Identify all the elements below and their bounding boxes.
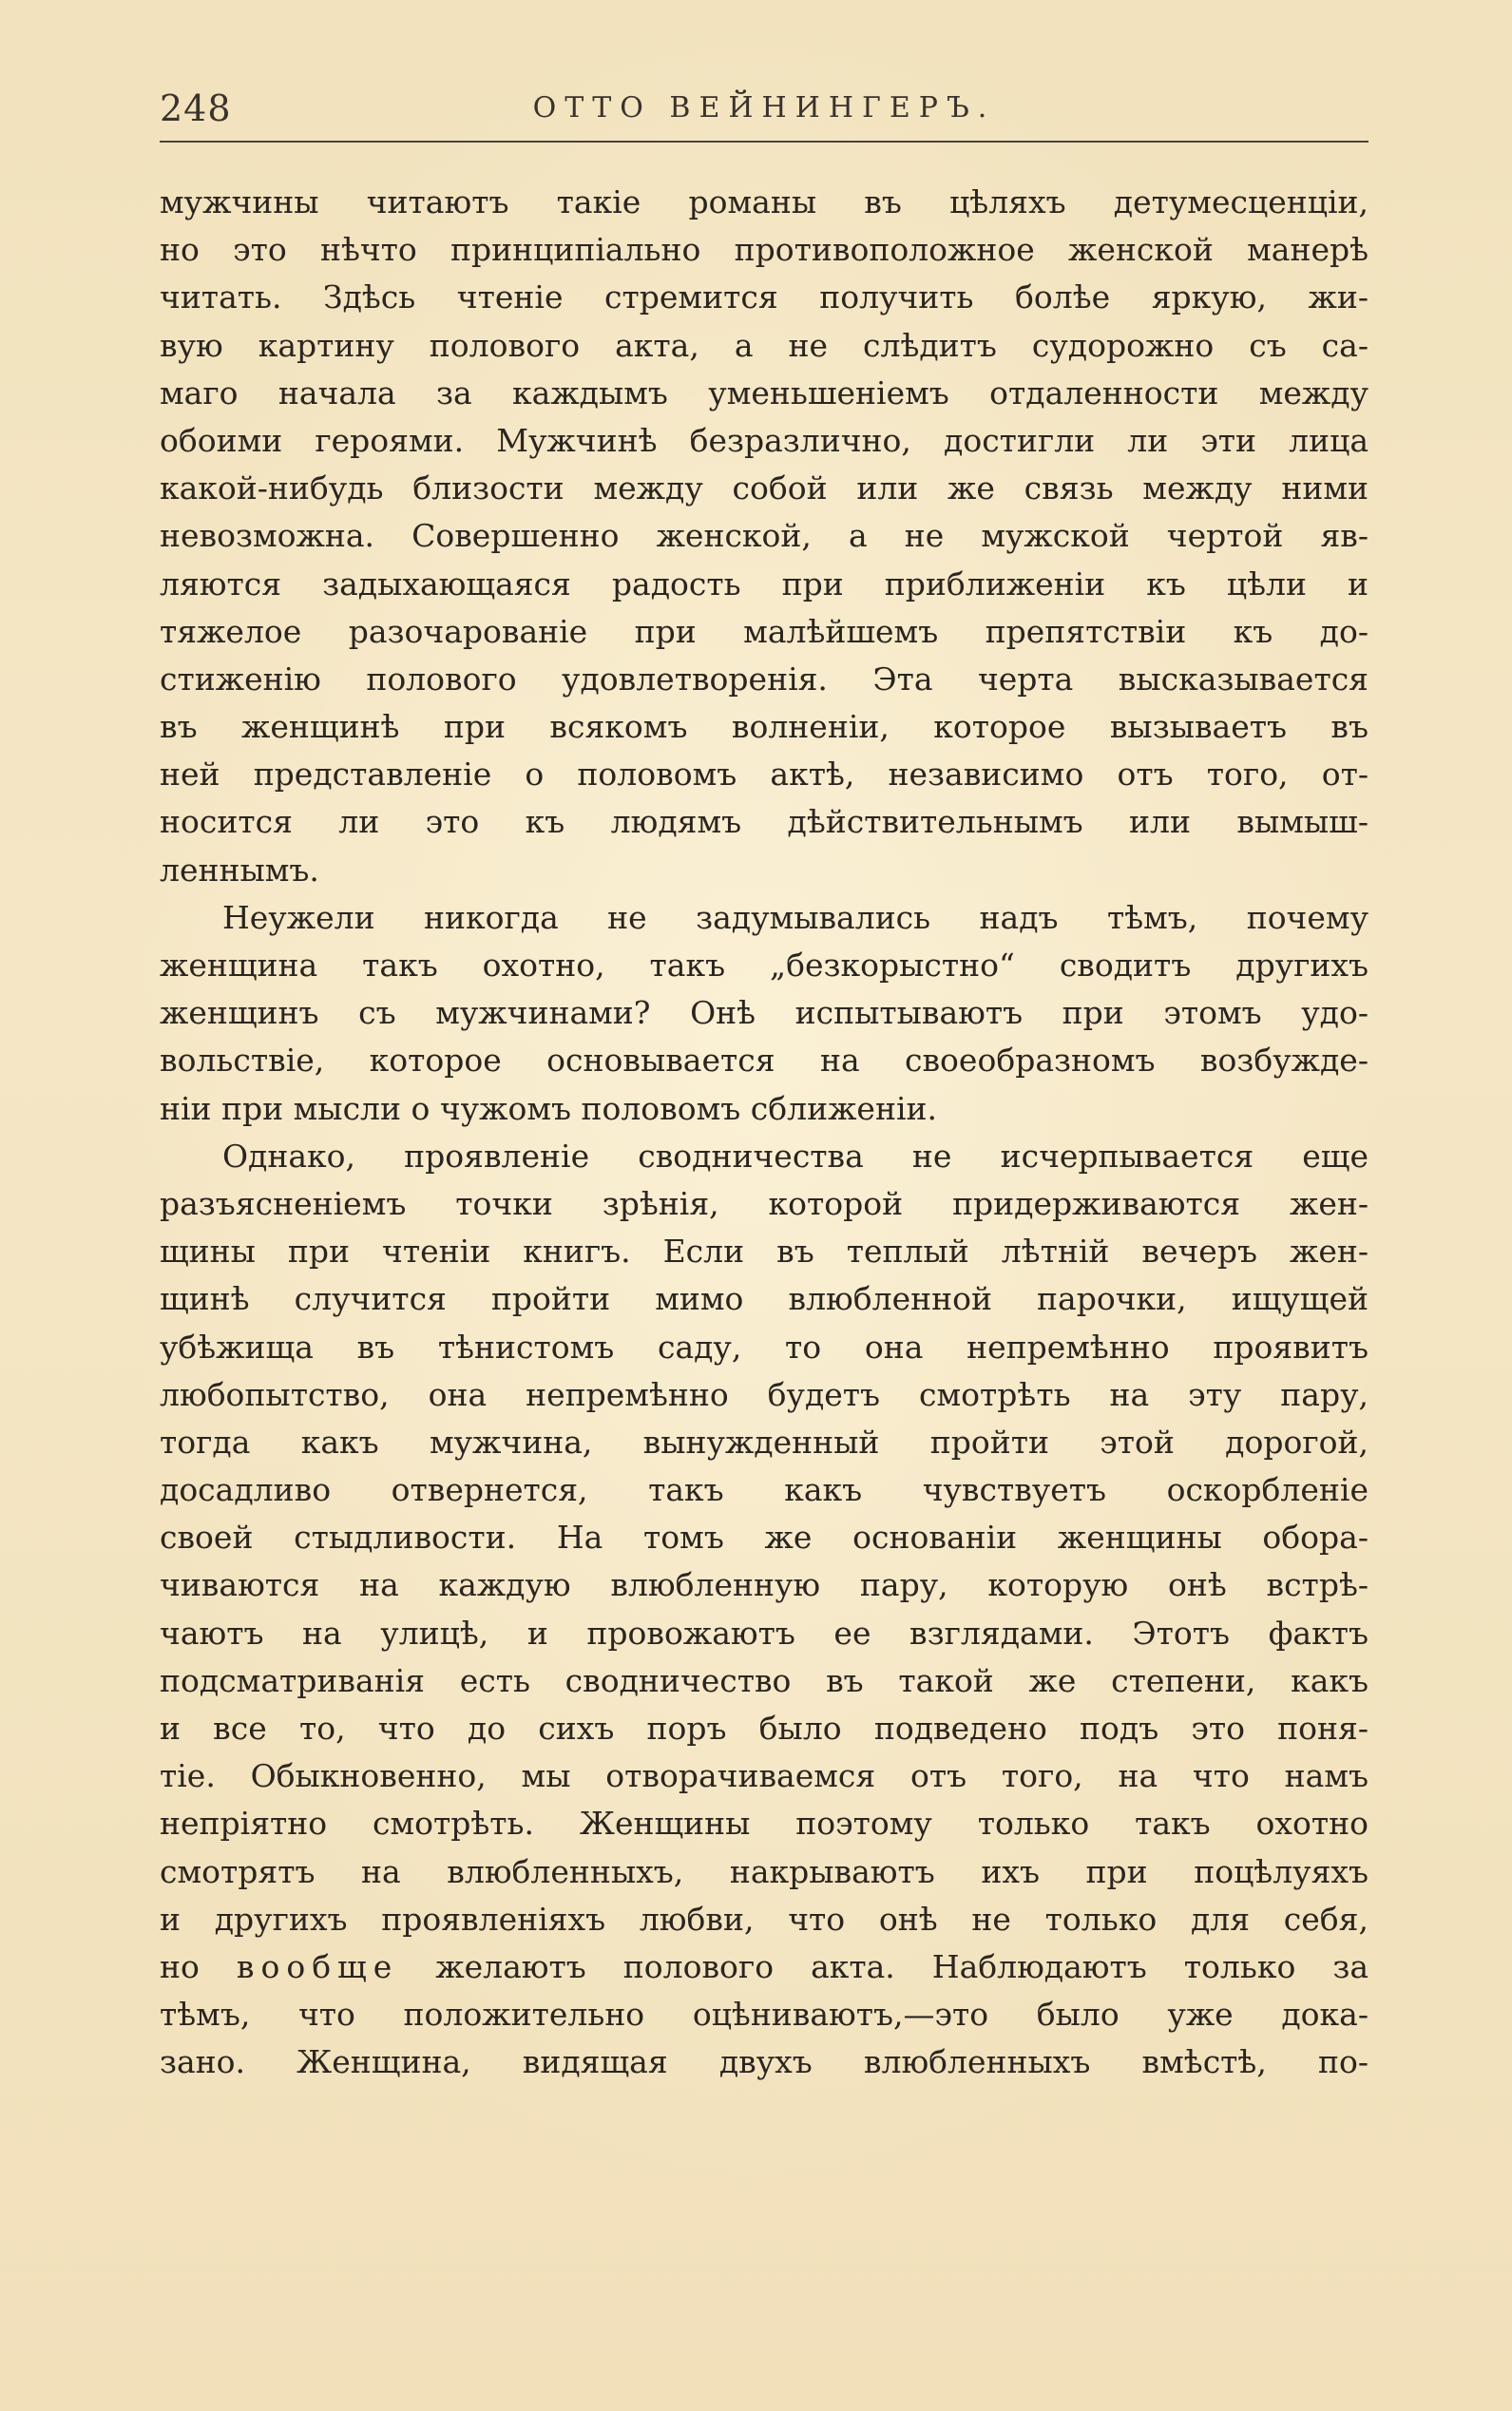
text-line: женщинъ съ мужчинами? Онѣ испытываютъ при этомъ удо- <box>160 994 1368 1032</box>
text-line: чаютъ на улицѣ, и провожаютъ ее взглядами. Этотъ фактъ <box>160 1614 1368 1652</box>
text-line: носится ли это къ людямъ дѣйствительнымъ или вымыш- <box>160 803 1368 841</box>
text-line: чиваются на каждую влюбленную пару, которую онѣ встрѣ- <box>160 1566 1368 1604</box>
text-line: въ женщинѣ при всякомъ волненіи, которое вызываетъ въ <box>160 708 1368 746</box>
body-text <box>160 179 1368 2087</box>
text-line: мужчины читаютъ такіе романы въ цѣляхъ детумесценціи, <box>160 183 1368 220</box>
text-line-emphasis <box>160 1943 1368 1991</box>
text-line: тѣмъ, что положительно оцѣниваютъ,—это было уже дока- <box>160 1996 1368 2034</box>
text-line: вую картину полового акта, а не слѣдитъ судорожно съ са- <box>160 326 1368 364</box>
spaced-emphasis: вообще <box>236 1947 399 1985</box>
text-fragment: но <box>160 1947 237 1985</box>
text-line: подсматриванія есть сводничество въ такой же степени, какъ <box>160 1661 1368 1699</box>
text-line: женщина такъ охотно, такъ „безкорыстно“ сводитъ другихъ <box>160 947 1368 984</box>
paragraph-first-line: Неужели никогда не задумывались надъ тѣмъ, почему <box>222 898 1368 936</box>
text-line: читать. Здѣсь чтеніе стремится получить болѣе яркую, жи- <box>160 278 1368 316</box>
text-line: и другихъ проявленіяхъ любви, что онѣ не только для себя, <box>160 1900 1368 1938</box>
page-number: 248 <box>160 87 232 129</box>
text-line: и все то, что до сихъ поръ было подведено подъ это поня- <box>160 1710 1368 1747</box>
text-line: тогда какъ мужчина, вынужденный пройти этой дорогой, <box>160 1423 1368 1461</box>
running-title: ОТТО ВЕЙНИНГЕРЪ. <box>532 91 996 124</box>
text-line: любопытство, она непремѣнно будетъ смотрѣть на эту пару, <box>160 1375 1368 1413</box>
text-line: ляются задыхающаяся радость при приближеніи къ цѣли и <box>160 564 1368 603</box>
text-fragment: желаютъ полового акта. Наблюдаютъ только за <box>398 1947 1368 1985</box>
text-line: тяжелое разочарованіе при малѣйшемъ препятствіи къ до- <box>160 612 1368 650</box>
text-line: ней представленіе о половомъ актѣ, независимо отъ того, от- <box>160 756 1368 794</box>
running-head <box>160 87 1368 141</box>
text-line: ніи при мысли о чужомъ половомъ сближеніи. <box>160 1089 937 1127</box>
text-line: но это нѣчто принципіально противоположное женской манерѣ <box>160 231 1368 269</box>
text-line: убѣжища въ тѣнистомъ саду, то она непремѣнно проявитъ <box>160 1328 1368 1366</box>
text-line: обоими героями. Мужчинѣ безразлично, достигли ли эти лица <box>160 421 1368 459</box>
text-line: разъясненіемъ точки зрѣнія, которой придерживаются жен- <box>160 1184 1368 1222</box>
text-line: непріятно смотрѣть. Женщины поэтому только такъ охотно <box>160 1805 1368 1843</box>
text-line: маго начала за каждымъ уменьшеніемъ отдаленности между <box>160 373 1368 411</box>
text-line: смотрятъ на влюбленныхъ, накрываютъ ихъ при поцѣлуяхъ <box>160 1852 1368 1890</box>
text-line: вольствіе, которое основывается на своеобразномъ возбужде- <box>160 1042 1368 1080</box>
text-line: тіе. Обыкновенно, мы отворачиваемся отъ того, на что намъ <box>160 1757 1368 1795</box>
text-line: леннымъ. <box>160 851 319 889</box>
paragraph-first-line: Однако, проявленіе сводничества не исчерпывается еще <box>222 1137 1368 1175</box>
text-line: зано. Женщина, видящая двухъ влюбленныхъ вмѣстѣ, по- <box>160 2043 1368 2081</box>
text-line: своей стыдливости. На томъ же основаніи женщины обора- <box>160 1519 1368 1557</box>
text-line: невозможна. Совершенно женской, а не мужской чертой яв- <box>160 517 1368 555</box>
header-rule <box>160 141 1368 143</box>
text-line: какой-нибудь близости между собой или же связь между ними <box>160 469 1368 507</box>
text-line: щины при чтеніи книгъ. Если въ теплый лѣтній вечеръ жен- <box>160 1233 1368 1271</box>
text-line: досадливо отвернется, такъ какъ чувствуетъ оскорбленіе <box>160 1471 1368 1509</box>
text-line: щинѣ случится пройти мимо влюбленной парочки, ищущей <box>160 1280 1368 1318</box>
text-line: стиженію полового удовлетворенія. Эта черта высказывается <box>160 660 1368 698</box>
